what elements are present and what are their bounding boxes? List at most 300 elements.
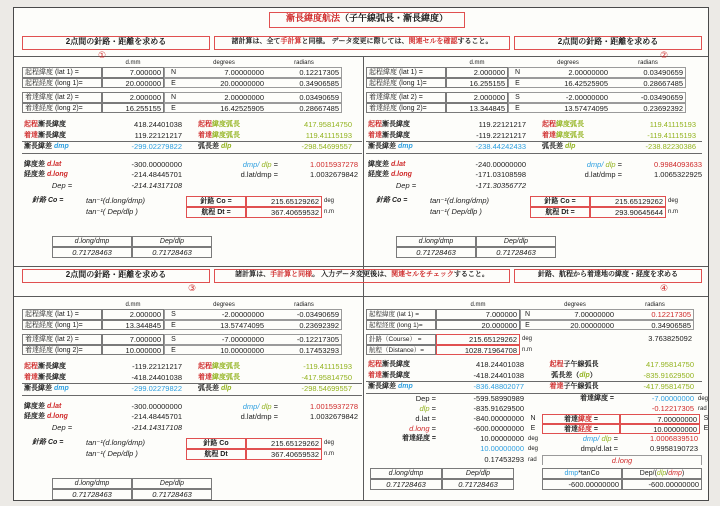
text-segment: dlp <box>564 143 576 150</box>
cell: S <box>508 92 526 103</box>
text-segment: d.long <box>46 171 68 178</box>
quadrant-3 <box>22 300 362 500</box>
cell <box>22 384 102 395</box>
cell: 針路 Co = <box>376 197 408 204</box>
spacer <box>22 58 102 67</box>
header-right <box>514 36 704 58</box>
cell: 着達緯度 (lat 2) = <box>22 334 102 345</box>
text-segment: = <box>271 159 278 169</box>
text-segment: = <box>271 401 278 411</box>
cell: 着達経度 (long 2)= <box>366 103 446 114</box>
text-segment: d.long <box>390 171 412 178</box>
row <box>366 141 702 154</box>
spacer <box>22 236 52 247</box>
row <box>22 67 362 78</box>
spacer <box>528 142 540 153</box>
cell: S <box>164 309 182 320</box>
cell: radians <box>645 302 665 308</box>
course-input-value: 215.65129262 <box>436 334 520 345</box>
cell <box>540 131 604 142</box>
row <box>366 78 702 89</box>
cell: 1.0006839510 <box>650 434 698 444</box>
arrival-long-label <box>542 424 620 434</box>
cell: deg <box>528 446 539 453</box>
cell: 16.42525905 <box>182 103 266 114</box>
arrival-long-value: 10.00000000 <box>620 424 700 434</box>
text-segment: 弧長差 <box>198 385 221 392</box>
quadrant-2 <box>366 58 702 258</box>
spacer <box>366 58 446 67</box>
cell <box>532 371 616 382</box>
text-segment: 緯度弧長 <box>212 373 240 381</box>
cell: 119.22121217 <box>478 120 526 129</box>
row <box>22 300 362 309</box>
cell <box>196 373 260 384</box>
row <box>22 345 362 356</box>
cell: S <box>703 414 709 422</box>
row <box>22 320 362 331</box>
cell: dmp/d.lat = <box>580 444 618 454</box>
cell: N <box>508 67 526 78</box>
cell: 7.000000 <box>102 67 164 78</box>
text-segment: 関連セルを確認 <box>408 38 458 45</box>
text-segment: （子午線弧長・漸長緯度） <box>340 13 449 23</box>
cell: 起程経度 (long 1)= <box>366 78 446 89</box>
cell: E <box>164 345 182 356</box>
divider-center <box>214 269 512 283</box>
row <box>366 103 702 114</box>
cell <box>22 412 102 423</box>
cell: Dep = <box>51 422 73 432</box>
row <box>366 371 702 382</box>
row <box>22 247 362 258</box>
cell: degrees <box>557 60 579 66</box>
cell <box>366 120 446 131</box>
text-segment: d.long <box>46 413 68 420</box>
divider-left <box>22 269 212 292</box>
text-segment: 起程 <box>549 361 564 368</box>
cell: 7.000000 <box>102 334 164 345</box>
divider-line-middle-lower <box>14 296 708 297</box>
section-1-title: 2点間の針路・距離を求める <box>22 36 210 50</box>
row <box>366 67 702 78</box>
text-segment: 経度差 <box>24 413 47 420</box>
row <box>366 236 702 247</box>
text-segment: 緯度差 <box>368 160 391 168</box>
row <box>514 283 704 292</box>
distance-result-label: 航程 Dt <box>186 449 246 460</box>
spacer <box>184 384 196 395</box>
worksheet <box>13 7 709 501</box>
row <box>366 413 709 424</box>
row <box>22 181 362 192</box>
cell: Dep/dlp <box>442 468 514 479</box>
cell: -171.30356772 <box>475 180 526 190</box>
text-segment: 緯度弧長 <box>556 121 584 128</box>
header-center <box>214 36 512 50</box>
row <box>366 113 702 120</box>
row <box>366 131 702 142</box>
cell: E <box>164 320 182 331</box>
cell: 7.00000000 <box>534 309 616 320</box>
row <box>22 478 362 489</box>
cell: 13.57474095 <box>526 103 610 114</box>
cell: deg <box>698 395 709 402</box>
cell: d.mm <box>125 302 141 308</box>
cell: 2.00000000 <box>182 92 266 103</box>
cell: -2.00000000 <box>182 309 266 320</box>
text-segment: 着達 <box>563 415 578 423</box>
cell: -418.24401038 <box>473 370 524 380</box>
row <box>22 141 362 154</box>
cell: 0.71728463 <box>132 489 212 500</box>
cell <box>366 404 438 414</box>
row <box>22 283 212 292</box>
cell: -299.02279822 <box>131 142 182 151</box>
cell <box>206 160 280 171</box>
cell: 10.00000000 <box>480 434 524 444</box>
text-segment: 諸計算は、 <box>235 271 271 278</box>
text-segment: 漸長緯度 <box>38 373 66 381</box>
spacer <box>528 120 540 131</box>
spacer <box>22 438 30 449</box>
cell: 着達経度 = <box>401 435 436 443</box>
cell: -300.00000000 <box>131 159 182 169</box>
text-segment: dmp <box>53 385 69 392</box>
cell: -214.48445701 <box>131 170 182 179</box>
spacer <box>366 236 396 247</box>
cell: 2.000000 <box>446 92 508 103</box>
cell: Dep = <box>51 180 73 190</box>
cell: 16.255155 <box>102 103 164 114</box>
row <box>366 170 702 181</box>
text-segment: 漸長緯差 <box>24 143 54 150</box>
row <box>366 345 702 356</box>
cell: 0.71728463 <box>476 247 556 258</box>
cell: -119.22121217 <box>476 130 526 140</box>
course-result-label: 針路 Co <box>186 438 246 449</box>
spacer <box>30 449 84 460</box>
cell: 10.000000 <box>102 345 164 356</box>
text-segment: 経度差 <box>368 171 391 178</box>
text-segment: 諸計算は、全て <box>231 38 281 45</box>
text-segment: dmp <box>564 469 579 477</box>
text-segment: すること。 <box>453 271 489 278</box>
spacer <box>514 50 654 58</box>
note-top <box>214 36 510 50</box>
cell: -418.24401038 <box>131 372 182 382</box>
cell: 20.000000 <box>102 78 164 89</box>
section-3-title: 2点間の針路・距離を求める <box>22 269 210 283</box>
distance-result-label: 航程 Dt = <box>530 207 590 218</box>
row <box>22 412 362 423</box>
cell: 0.28667485 <box>266 103 342 114</box>
row <box>366 320 702 331</box>
row <box>269 12 469 28</box>
text-segment: 起程 <box>24 363 38 370</box>
text-segment: dlp <box>419 403 430 413</box>
text-segment: 漸長緯度 <box>382 121 410 128</box>
cell: 13.344845 <box>446 103 508 114</box>
row <box>22 36 212 50</box>
cell: 起程経度 (long 1)= <box>22 320 102 331</box>
spacer <box>22 196 30 207</box>
row <box>22 438 362 449</box>
cell <box>206 402 280 413</box>
cell: -214.14317108 <box>131 422 182 432</box>
spacer <box>184 160 206 171</box>
text-segment: 着達 <box>368 131 382 139</box>
text-segment: = <box>429 403 436 413</box>
row <box>22 355 362 362</box>
text-segment: 経度 <box>577 426 592 434</box>
text-segment: d.lat <box>390 160 406 168</box>
cell: -600.00000000 <box>473 424 524 434</box>
cell: 119.41115193 <box>305 130 352 140</box>
text-segment: 緯度差 <box>24 160 47 168</box>
cell <box>196 131 260 142</box>
row <box>22 236 362 247</box>
cell: d.long/dmp <box>52 236 132 247</box>
cell: 0.17453293 <box>484 454 524 464</box>
page-title <box>269 12 469 28</box>
cell: 1.0015937278 <box>310 159 358 169</box>
row <box>366 247 702 258</box>
cell: 0.23692392 <box>610 103 686 114</box>
cell: 119.41115193 <box>649 120 696 129</box>
section-2-title: 2点間の針路・距離を求める <box>514 36 702 50</box>
spacer <box>366 196 374 207</box>
cell: d.lat = <box>415 413 436 423</box>
section-4-title: 針路、航程から着達地の緯度・経度を求める <box>514 269 702 283</box>
cell: deg <box>668 198 679 204</box>
cell: -836.48802077 <box>473 382 524 391</box>
row <box>366 92 702 103</box>
section-1-number: ① <box>97 50 107 60</box>
cell: deg <box>324 198 335 204</box>
spacer <box>22 478 52 489</box>
spacer <box>22 489 52 500</box>
text-segment: 緯度弧長 <box>212 363 240 370</box>
cell <box>622 468 702 479</box>
cell <box>196 362 260 373</box>
text-segment: ) <box>681 469 685 477</box>
cell: tan⁻¹( Dep/dlp ) <box>86 449 138 458</box>
cell: -238.44242433 <box>475 142 526 151</box>
text-segment: 漸長緯度 <box>382 131 410 139</box>
text-segment: d.lat <box>46 402 62 410</box>
row <box>366 479 702 490</box>
row <box>214 36 512 50</box>
text-segment: 着達 <box>563 426 578 434</box>
cell: -600.00000000 <box>622 479 702 490</box>
row <box>366 393 709 404</box>
cell: 3.763825092 <box>648 334 692 343</box>
text-segment: 。 入力データ変更後は、 <box>312 271 392 278</box>
spacer <box>366 207 374 218</box>
text-segment: ） <box>589 371 597 379</box>
row <box>22 449 362 460</box>
cell: d.long/dmp <box>370 468 442 479</box>
row <box>366 403 707 414</box>
cell <box>540 120 604 131</box>
cell: 13.344845 <box>102 320 164 331</box>
text-segment: 手計算 <box>280 38 302 45</box>
cell: 起程緯度 (lat 1) = <box>366 309 436 320</box>
cell: E <box>703 425 709 433</box>
row <box>366 120 702 131</box>
cell: S <box>164 334 182 345</box>
cell: -214.48445701 <box>131 412 182 421</box>
cell: -0.12217305 <box>651 403 694 413</box>
row <box>22 131 362 142</box>
cell: 起程経度 (long 1)= <box>22 78 102 89</box>
cell: 起程緯度 (lat 1) = <box>22 67 102 78</box>
cell: -119.22121217 <box>132 362 182 371</box>
row <box>22 269 212 283</box>
text-segment: dmp <box>668 469 682 477</box>
text-segment: 子午線弧長 <box>563 383 599 390</box>
cell: 418.24401038 <box>476 360 524 369</box>
spacer <box>366 300 436 309</box>
text-segment: dmp/ <box>582 434 600 444</box>
row <box>22 170 362 181</box>
cell: 0.71728463 <box>132 247 212 258</box>
cell <box>22 142 102 153</box>
page-title-text <box>269 12 465 28</box>
text-segment: 弧長差 <box>198 143 221 150</box>
cell: 20.00000000 <box>182 78 266 89</box>
text-segment: = <box>591 426 599 434</box>
cell: Dep = <box>395 180 417 190</box>
cell: -835.91629500 <box>473 403 524 413</box>
course-result-label: 針路 Co = <box>530 196 590 207</box>
row <box>22 218 362 236</box>
row <box>22 362 362 373</box>
cell: E <box>508 103 526 114</box>
row <box>22 103 362 114</box>
cell: N <box>530 414 536 422</box>
cell: 0.71728463 <box>52 247 132 258</box>
cell <box>366 371 438 382</box>
distance-result-value: 367.40659532 <box>246 207 322 218</box>
row <box>366 360 702 371</box>
course-result-value: 215.65129262 <box>590 196 666 207</box>
cell: E <box>164 103 182 114</box>
row <box>366 434 702 444</box>
arrival-lat-label <box>542 414 620 424</box>
text-segment: = <box>429 424 436 434</box>
cell: 10.00000000 <box>480 444 524 454</box>
cell: -835.91629500 <box>643 370 694 380</box>
divider-right <box>514 269 704 292</box>
text-segment: 漸長緯度 <box>38 363 66 370</box>
cell: 0.34906585 <box>616 320 694 331</box>
cell: tan⁻¹(d.long/dmp) <box>430 196 489 205</box>
spacer <box>30 207 84 218</box>
spacer <box>184 131 196 142</box>
distance-result-label: 航程 Dt = <box>186 207 246 218</box>
cell: -840.00000000 <box>473 413 524 423</box>
row <box>366 444 702 454</box>
cell: 航程（Distance）= <box>366 345 436 356</box>
spacer <box>374 207 428 218</box>
text-segment: 漸長緯差 <box>368 143 398 150</box>
row <box>514 50 704 58</box>
cell: 2.00000000 <box>526 67 610 78</box>
spacer <box>528 131 540 142</box>
cell: 1.0015937278 <box>310 401 358 411</box>
cell: 0.9984093633 <box>654 159 702 169</box>
cell: 着達経度 (long 2)= <box>22 345 102 356</box>
row <box>22 120 362 131</box>
cell: d.long/dmp <box>396 236 476 247</box>
spacer <box>184 412 206 423</box>
cell <box>366 142 446 153</box>
cell <box>366 360 438 371</box>
cell <box>196 384 260 395</box>
row <box>22 383 362 396</box>
cell: radians <box>294 302 314 308</box>
cell <box>196 142 260 153</box>
spacer <box>164 58 182 67</box>
text-segment: 着達 <box>549 383 564 390</box>
cell: 起程経度 (long 1)= <box>366 320 436 331</box>
cell: 起程緯度 (lat 1) = <box>22 309 102 320</box>
cell: 0.17453293 <box>266 345 342 356</box>
text-segment: dlp <box>259 159 272 169</box>
text-segment: = <box>611 434 618 444</box>
cell <box>22 373 102 384</box>
spacer <box>22 50 92 58</box>
cell: n.m <box>522 346 533 353</box>
cell: tan⁻¹(d.long/dmp) <box>86 438 145 447</box>
text-segment: 緯度弧長 <box>212 121 240 128</box>
cell <box>532 360 616 371</box>
cell: 417.95814750 <box>304 120 352 129</box>
cell: 0.03490659 <box>610 67 686 78</box>
row <box>514 36 704 50</box>
cell <box>542 434 620 444</box>
row <box>366 334 702 345</box>
cell <box>22 120 102 131</box>
cell: degrees <box>213 60 235 66</box>
cell: degrees <box>564 302 586 308</box>
text-segment: 起程 <box>542 121 556 128</box>
cell: 2.000000 <box>102 309 164 320</box>
cell: -298.54699557 <box>301 142 352 151</box>
cell: -7.00000000 <box>651 393 694 403</box>
section-3-number: ③ <box>187 283 197 293</box>
cell: tan⁻¹( Dep/dlp ) <box>430 207 482 216</box>
row <box>214 269 512 283</box>
cell: -417.95814750 <box>301 372 352 382</box>
cell: 13.57474095 <box>182 320 266 331</box>
cell: radians <box>294 60 314 66</box>
spacer <box>528 170 550 181</box>
cell: -240.00000000 <box>475 159 526 169</box>
row <box>366 455 702 465</box>
spacer <box>514 468 542 479</box>
cell: 10.00000000 <box>182 345 266 356</box>
spacer <box>528 160 550 171</box>
cell: N <box>164 92 182 103</box>
cell: -599.58990989 <box>473 393 524 403</box>
text-segment: dmp/ <box>242 159 260 169</box>
row <box>22 402 362 413</box>
distance-result-value: 293.90645644 <box>590 207 666 218</box>
cell: 0.12217305 <box>616 309 694 320</box>
